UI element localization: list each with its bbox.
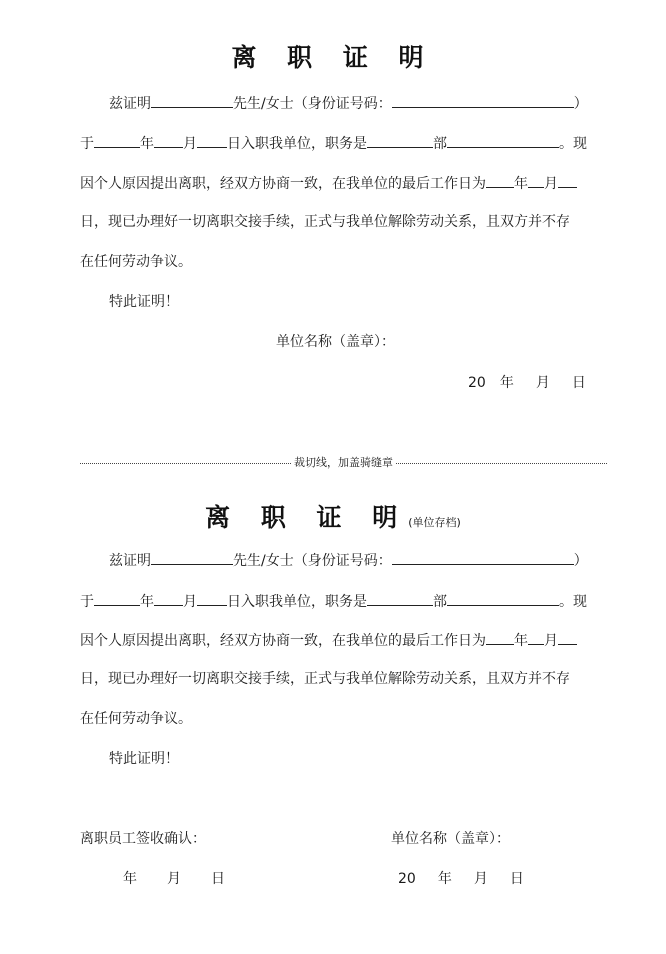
entry-prefix: 于	[80, 136, 94, 152]
date-year-prefix: 20	[468, 375, 486, 391]
dispute-line: 在任何劳动争议。	[80, 711, 192, 727]
reason-text: 因个人原因提出离职，经双方协商一致，在我单位的最后工作日为	[80, 633, 486, 649]
name-blank[interactable]	[151, 93, 233, 108]
employee-sign-date	[123, 869, 225, 889]
date-year-label: 年	[499, 375, 514, 391]
cut-line	[80, 452, 607, 470]
last-day-day-blank[interactable]	[558, 630, 577, 645]
certify-prefix: 兹证明	[109, 96, 151, 112]
dispute-line: 在任何劳动争议。	[80, 254, 192, 270]
last-day-day-blank[interactable]	[558, 173, 577, 188]
reason-text: 因个人原因提出离职，经双方协商一致，在我单位的最后工作日为	[80, 176, 486, 192]
last-day-month-blank[interactable]	[528, 173, 544, 188]
line-end: 。现	[559, 594, 587, 610]
entry-year-blank[interactable]	[94, 591, 140, 606]
entry-line	[80, 591, 587, 612]
page-title: 离 职 证 明	[231, 43, 435, 72]
month-label: 月	[183, 136, 197, 152]
month-label: 月	[544, 633, 558, 649]
last-day-year-blank[interactable]	[486, 173, 514, 188]
department-blank[interactable]	[367, 133, 433, 148]
entry-year-blank[interactable]	[94, 133, 140, 148]
unit-day-label: 日	[509, 871, 524, 887]
emp-month-label: 月	[167, 871, 181, 887]
unit-year-label: 年	[437, 871, 452, 887]
position-blank[interactable]	[447, 591, 559, 606]
cut-line-label: 裁切线，加盖骑缝章	[294, 456, 393, 469]
archive-title-text: 离 职 证 明	[205, 503, 409, 532]
date-day-label: 日	[571, 375, 586, 391]
entry-day-blank[interactable]	[197, 591, 227, 606]
year-label: 年	[140, 136, 154, 152]
handover-line: 日，现已办理好一切离职交接手续，正式与我单位解除劳动关系，且双方并不存	[80, 671, 570, 687]
id-number-blank[interactable]	[392, 550, 574, 565]
entry-month-blank[interactable]	[154, 591, 183, 606]
name-blank[interactable]	[151, 550, 233, 565]
month-label: 月	[544, 176, 558, 192]
certify-prefix: 兹证明	[109, 553, 151, 569]
department-label: 部	[433, 594, 447, 610]
emp-year-label: 年	[123, 871, 137, 887]
emp-day-label: 日	[211, 871, 225, 887]
special-statement: 特此证明！	[109, 294, 179, 310]
gender-id-label: 先生/女士（身份证号码：	[233, 96, 392, 112]
unit-sign-date	[398, 869, 524, 889]
entry-position-label: 日入职我单位，职务是	[227, 594, 367, 610]
special-statement: 特此证明！	[109, 751, 179, 767]
entry-day-blank[interactable]	[197, 133, 227, 148]
employee-sign-label: 离职员工签收确认：	[80, 831, 206, 847]
department-blank[interactable]	[367, 591, 433, 606]
entry-prefix: 于	[80, 594, 94, 610]
archive-title	[0, 498, 666, 534]
id-number-blank[interactable]	[392, 93, 574, 108]
last-day-month-blank[interactable]	[528, 630, 544, 645]
line-end: 。现	[559, 136, 587, 152]
entry-position-label: 日入职我单位，职务是	[227, 136, 367, 152]
position-blank[interactable]	[447, 133, 559, 148]
year-label: 年	[514, 176, 528, 192]
unit-year-prefix: 20	[398, 871, 416, 887]
certify-line	[109, 93, 588, 114]
reason-line	[80, 173, 577, 194]
paren-close: ）	[573, 96, 588, 112]
handover-line: 日，现已办理好一切离职交接手续，正式与我单位解除劳动关系，且双方并不存	[80, 214, 570, 230]
year-label: 年	[140, 594, 154, 610]
unit-name-label: 单位名称（盖章）：	[391, 831, 510, 847]
reason-line	[80, 630, 577, 651]
entry-line	[80, 133, 587, 154]
paren-close: ）	[573, 553, 588, 569]
archive-title-sub: (单位存档)	[408, 516, 461, 529]
gender-id-label: 先生/女士（身份证号码：	[233, 553, 392, 569]
unit-month-label: 月	[473, 871, 488, 887]
unit-name-label: 单位名称（盖章）：	[276, 334, 395, 350]
entry-month-blank[interactable]	[154, 133, 183, 148]
year-label: 年	[514, 633, 528, 649]
month-label: 月	[183, 594, 197, 610]
last-day-year-blank[interactable]	[486, 630, 514, 645]
issue-date	[468, 373, 586, 393]
certify-line	[109, 550, 588, 571]
date-month-label: 月	[535, 375, 550, 391]
department-label: 部	[433, 136, 447, 152]
